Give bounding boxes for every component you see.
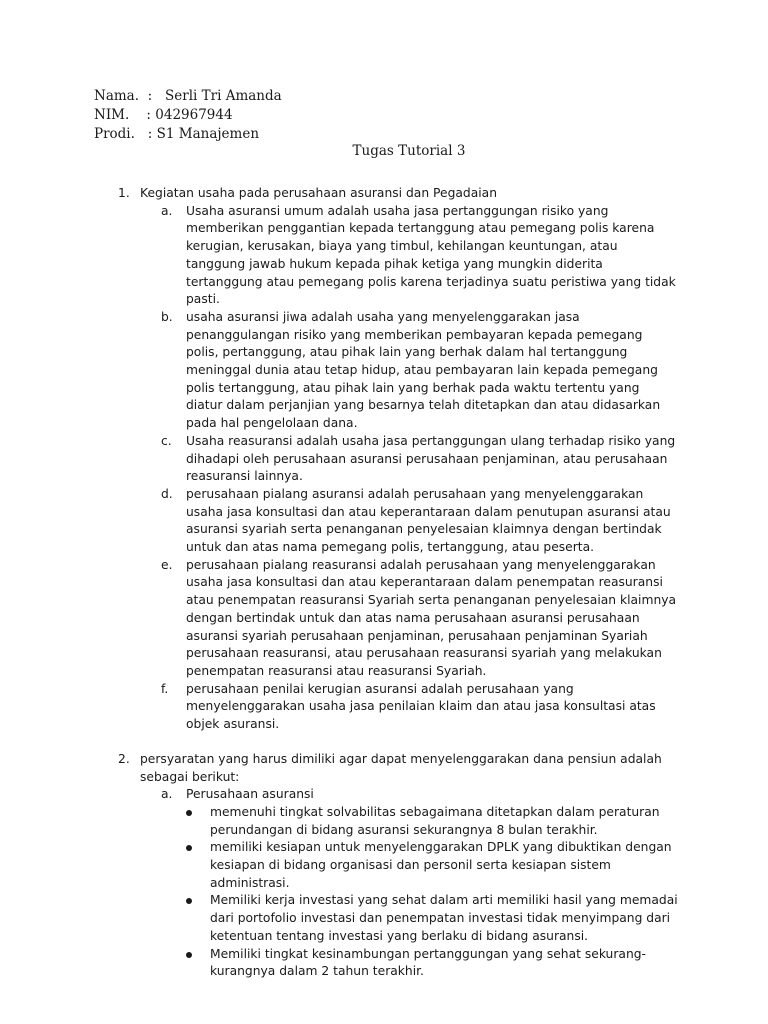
bullet-icon bbox=[186, 810, 192, 816]
requirement-text: memenuhi tingkat solvabilitas sebagaimana ditetapkan dalam peraturan perundangan di bidang asuransi sekurangnya 8 bulan terakhir. bbox=[210, 804, 660, 837]
answer-item-a bbox=[140, 786, 678, 804]
question-number: 2. bbox=[118, 751, 130, 766]
student-program-line: Prodi. : S1 Manajemen bbox=[94, 126, 260, 142]
student-name-line: Nama. : Serli Tri Amanda bbox=[94, 88, 282, 104]
requirement-item bbox=[140, 946, 678, 981]
item-letter: a. bbox=[161, 203, 173, 218]
student-info-header bbox=[94, 87, 282, 144]
question-number: 1. bbox=[118, 186, 130, 200]
item-text: Usaha reasuransi adalah usaha jasa pertanggungan ulang terhadap risiko yang dihadapi oleh perusahaan asuransi perusahaan penjaminan, atau perusahaan reasuransi lainnya. bbox=[186, 433, 676, 484]
requirement-list bbox=[140, 804, 678, 981]
question-2 bbox=[118, 751, 678, 981]
bullet-icon bbox=[186, 845, 192, 851]
requirement-text: Memiliki tingkat kesinambungan pertanggungan yang sehat sekurang-kurangnya dalam 2 tahun terakhir. bbox=[210, 946, 646, 979]
requirement-item bbox=[140, 804, 678, 839]
answer-item-f bbox=[140, 681, 678, 734]
item-text: usaha asuransi jiwa adalah usaha yang menyelenggarakan jasa penanggulangan risiko yang memberikan pembayaran kepada pemegang polis, pertanggung, atau pihak lain yang berhak dalam hal tertanggung meninggal dunia atau tetap hidup, atau pembayaran lain kepada pemegang polis tertanggung, atau pihak lain yang berhak pada waktu tertentu yang diatur dalam perjanjian yang besarnya telah ditetapkan dan atau didasarkan pada hal pengelolaan dana. bbox=[186, 309, 661, 431]
bullet-icon bbox=[186, 952, 192, 958]
item-text: perusahaan pialang asuransi adalah perusahaan yang menyelenggarakan usaha jasa konsultasi dan atau keperantaraan dalam penutupan asuransi atau asuransi syariah serta penanganan penyelesaian klaimnya dengan bertindak untuk dan atas nama pemegang polis, tertanggung, atau peserta. bbox=[186, 486, 671, 555]
document-title: Tugas Tutorial 3 bbox=[352, 143, 466, 159]
item-text: perusahaan penilai kerugian asuransi adalah perusahaan yang menyelenggarakan usaha jasa penilaian klaim dan atau jasa konsultasi atas objek asuransi. bbox=[186, 681, 656, 732]
question-text: Kegiatan usaha pada perusahaan asuransi dan Pegadaian bbox=[140, 186, 497, 200]
item-text: perusahaan pialang reasuransi adalah perusahaan yang menyelenggarakan usaha jasa konsultasi dan atau keperantaraan dalam penempatan reasuransi atau penempatan reasuransi Syariah serta penanganan penyelesaian klaimnya dengan bertindak untuk dan atas nama perusahaan asuransi perusahaan asuransi syariah perusahaan penjaminan, perusahaan penjaminan Syariah perusahaan reasuransi, atau perusahaan reasuransi syariah yang melakukan penempatan reasuransi atau reasuransi Syariah. bbox=[186, 557, 677, 678]
question-1 bbox=[118, 185, 678, 734]
item-letter: b. bbox=[161, 309, 173, 324]
answer-item-a bbox=[140, 203, 678, 309]
document-body bbox=[118, 185, 678, 981]
requirement-text: Memiliki kerja investasi yang sehat dalam arti memiliki hasil yang memadai dari portofolio investasi dan penempatan investasi tidak menyimpang dari ketentuan tentang investasi yang berlaku di bidang asuransi. bbox=[210, 893, 678, 943]
requirement-item bbox=[140, 892, 678, 945]
item-letter: a. bbox=[161, 787, 173, 802]
answer-item-e bbox=[140, 557, 678, 681]
item-letter: e. bbox=[161, 557, 173, 572]
question-text: persyaratan yang harus dimiliki agar dapat menyelenggarakan dana pensiun adalah sebagai berikut: bbox=[140, 751, 662, 784]
requirement-text: memiliki kesiapan untuk menyelenggarakan DPLK yang dibuktikan dengan kesiapan di bidang organisasi dan personil serta kesiapan sistem administrasi. bbox=[210, 840, 672, 890]
answer-item-d bbox=[140, 486, 678, 557]
answer-item-b bbox=[140, 309, 678, 433]
item-letter: f. bbox=[161, 681, 169, 696]
requirement-item bbox=[140, 839, 678, 892]
answer-item-c bbox=[140, 433, 678, 486]
item-letter: d. bbox=[161, 486, 173, 501]
bullet-icon bbox=[186, 898, 192, 904]
student-nim-line: NIM. : 042967944 bbox=[94, 107, 233, 123]
item-text: Usaha asuransi umum adalah usaha jasa pertanggungan risiko yang memberikan penggantian kepada tertanggung atau pemegang polis karena kerugian, kerusakan, biaya yang timbul, kehilangan keuntungan, atau tanggung jawab hukum kepada pihak ketiga yang mungkin diderita tertanggung atau pemegang polis karena terjadinya suatu peristiwa yang tidak pasti. bbox=[186, 203, 676, 307]
item-text: Perusahaan asuransi bbox=[186, 787, 314, 802]
item-letter: c. bbox=[161, 433, 172, 448]
